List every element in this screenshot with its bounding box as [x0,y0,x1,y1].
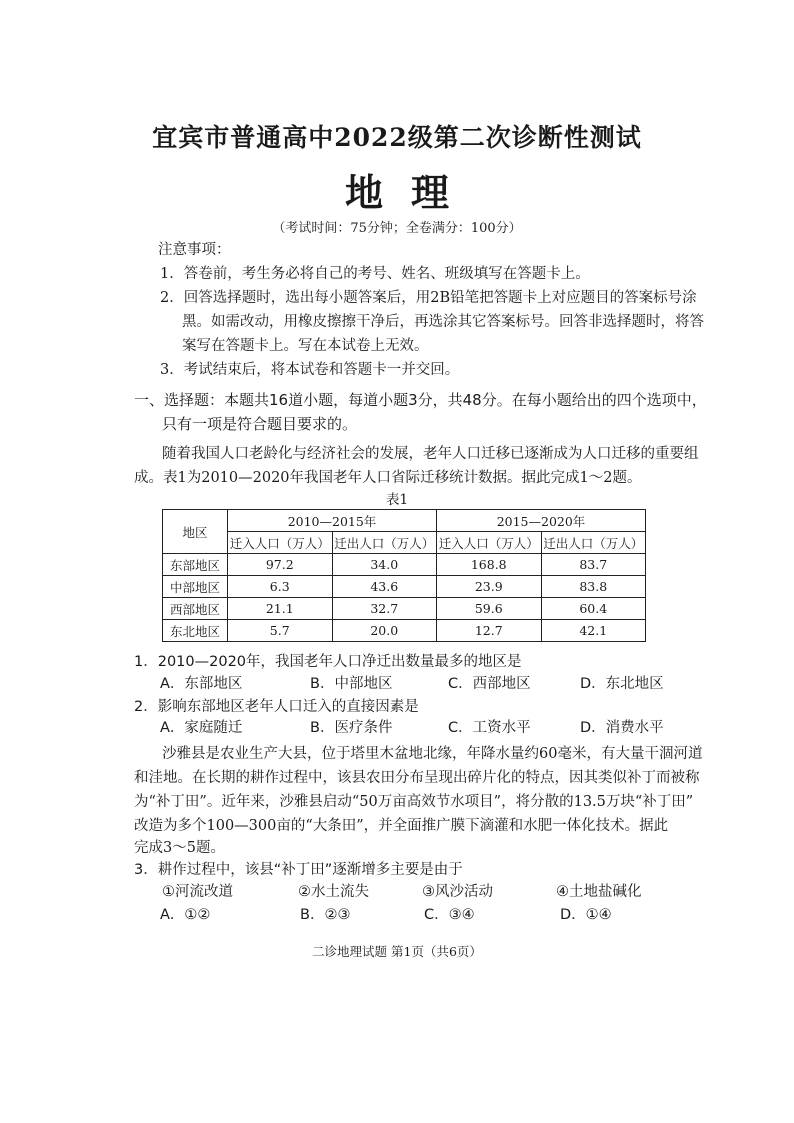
table-cell: 21.1 [228,598,333,620]
table-cell: 59.6 [437,598,542,620]
exam-info: （考试时间：75分钟；全卷满分：100分） [272,221,522,236]
question-3-option-a[interactable]: A．①② [160,907,211,923]
passage1-line2: 成。表1为2010—2020年我国老年人口省际迁移统计数据。据此完成1～2题。 [134,470,642,486]
table-cell: 12.7 [437,620,542,642]
question-3-statement-3: ③风沙活动 [422,884,493,900]
table-cell: 43.6 [332,576,437,598]
question-2-option-b[interactable]: B．医疗条件 [310,720,393,736]
question-1-option-b[interactable]: B．中部地区 [310,676,393,692]
table-header-out: 迁出人口（万人） [332,532,437,554]
notes-heading: 注意事项： [158,242,231,258]
table-cell: 5.7 [228,620,333,642]
question-1-option-d[interactable]: D．东北地区 [580,676,664,692]
table-cell: 6.3 [228,576,333,598]
question-3-statement-2: ②水土流失 [298,884,369,900]
table-header-in: 迁入人口（万人） [228,532,333,554]
migration-table [162,509,646,642]
table-row [163,554,646,576]
passage1-line1: 随着我国人口老龄化与经济社会的发展，老年人口迁移已逐渐成为人口迁移的重要组 [162,446,699,462]
question-3-stem: 3．耕作过程中，该县“补丁田”逐渐增多主要是由于 [134,862,463,878]
table-row [163,598,646,620]
section-heading-line1: 一、选择题：本题共16道小题，每道小题3分，共48分。在每小题给出的四个选项中， [134,391,707,409]
table-cell: 32.7 [332,598,437,620]
question-3-option-b[interactable]: B．②③ [300,907,351,923]
passage2-line4: 改造为多个100—300亩的“大条田”，并全面推广膜下滴灌和水肥一体化技术。据此 [134,818,669,834]
question-1-option-c[interactable]: C．西部地区 [448,676,531,692]
table-cell: 20.0 [332,620,437,642]
passage2-line2: 和洼地。在长期的耕作过程中，该县农田分布呈现出碎片化的特点，因其类似补丁而被称 [134,770,700,786]
question-3-option-c[interactable]: C．③④ [424,907,475,923]
passage2-line1: 沙雅县是农业生产大县，位于塔里木盆地北缘，年降水量约60毫米，有大量干涸河道 [162,746,703,762]
table-header-out: 迁出人口（万人） [541,532,646,554]
table-cell: 42.1 [541,620,646,642]
table-cell-region: 东北地区 [163,620,228,642]
question-1-stem: 1．2010—2020年，我国老年人口净迁出数量最多的地区是 [134,654,522,670]
note-item-2-line2: 黑。如需改动，用橡皮擦擦干净后，再选涂其它答案标号。回答非选择题时，将答 [182,314,704,330]
table-cell: 83.8 [541,576,646,598]
question-1-option-a[interactable]: A．东部地区 [160,676,243,692]
table-header-region: 地区 [163,510,228,554]
note-item-2-line1: 2．回答选择题时，选出每小题答案后，用2B铅笔把答题卡上对应题目的答案标号涂 [160,290,697,306]
table-header-in: 迁入人口（万人） [437,532,542,554]
table-row [163,576,646,598]
table-caption: 表1 [385,492,409,508]
table-row [163,620,646,642]
subject-title: 地理 [344,170,477,215]
table-cell-region: 西部地区 [163,598,228,620]
passage2-line3: 为“补丁田”。近年来，沙雅县启动“50万亩高效节水项目”，将分散的13.5万块“补丁田” [134,794,694,810]
question-3-statement-1: ①河流改道 [162,884,233,900]
table-cell: 97.2 [228,554,333,576]
note-item-3: 3．考试结束后，将本试卷和答题卡一并交回。 [160,362,460,378]
table-cell-region: 东部地区 [163,554,228,576]
table-cell: 23.9 [437,576,542,598]
note-item-2-line3: 案写在答题卡上。写在本试卷上无效。 [182,338,429,354]
question-3-option-d[interactable]: D．①④ [560,907,612,923]
table-cell: 34.0 [332,554,437,576]
question-2-option-d[interactable]: D．消费水平 [580,720,664,736]
table-header-period1: 2010—2015年 [228,510,437,532]
page-footer: 二诊地理试题 第1页（共6页） [312,944,482,959]
question-3-statement-4: ④土地盐碱化 [556,884,642,900]
table-cell: 83.7 [541,554,646,576]
table-header-period2: 2015—2020年 [437,510,646,532]
note-item-1: 1．答卷前，考生务必将自己的考号、姓名、班级填写在答题卡上。 [160,266,590,282]
table-cell: 60.4 [541,598,646,620]
table-cell-region: 中部地区 [163,576,228,598]
question-2-stem: 2．影响东部地区老年人口迁入的直接因素是 [134,699,419,715]
section-heading-line2: 只有一项是符合题目要求的。 [162,415,358,433]
exam-title: 宜宾市普通高中2022级第二次诊断性测试 [152,123,642,152]
question-2-option-a[interactable]: A．家庭随迁 [160,720,243,736]
table-cell: 168.8 [437,554,542,576]
question-2-option-c[interactable]: C．工资水平 [448,720,531,736]
passage2-line5: 完成3～5题。 [134,840,225,856]
